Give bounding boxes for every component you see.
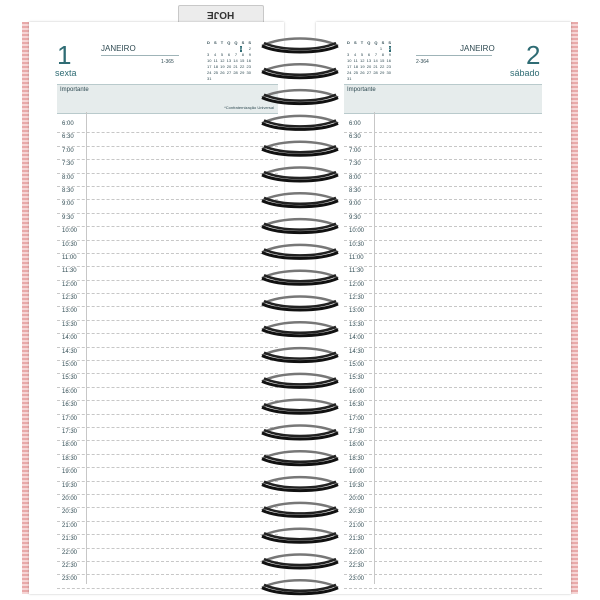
time-label: 10:30 xyxy=(62,241,78,248)
time-slot[interactable] xyxy=(57,133,278,146)
mini-calendar-day[interactable]: 25 xyxy=(353,70,359,75)
spiral-coil xyxy=(262,451,338,465)
time-label: 16:00 xyxy=(62,388,78,395)
mini-calendar-day[interactable]: 13 xyxy=(366,58,372,63)
time-slot[interactable] xyxy=(344,241,542,254)
mini-calendar xyxy=(347,40,391,82)
weekday-label: sexta xyxy=(55,68,77,78)
time-slot[interactable] xyxy=(57,281,278,294)
time-label: 23:00 xyxy=(349,576,365,583)
time-slot[interactable] xyxy=(57,575,278,588)
spiral-coil xyxy=(262,529,338,543)
important-label: Importante xyxy=(347,87,376,93)
mini-calendar-day[interactable]: 6 xyxy=(367,52,371,57)
time-label: 11:00 xyxy=(62,254,77,261)
time-slot[interactable] xyxy=(344,468,542,481)
mini-calendar-day[interactable]: 29 xyxy=(239,70,245,75)
time-slot[interactable] xyxy=(57,535,278,548)
time-label: 16:00 xyxy=(349,388,365,395)
time-label: 6:00 xyxy=(349,121,361,127)
mini-calendar-day[interactable]: 2 xyxy=(388,46,391,51)
spiral-coil xyxy=(262,39,338,53)
spiral-coil xyxy=(262,142,338,156)
spiral-coil xyxy=(262,477,338,491)
time-slot[interactable] xyxy=(57,441,278,454)
time-label: 7:30 xyxy=(62,161,74,168)
mini-calendar-day[interactable]: 26 xyxy=(360,70,365,75)
time-label: 6:30 xyxy=(62,134,74,141)
mini-calendar-day[interactable]: 26 xyxy=(220,70,225,75)
time-slot[interactable] xyxy=(57,348,278,361)
time-label: 18:00 xyxy=(349,442,365,449)
spiral-coil xyxy=(262,168,338,182)
time-slot[interactable] xyxy=(57,120,278,133)
time-slot[interactable] xyxy=(344,549,542,562)
time-label: 15:30 xyxy=(62,375,78,382)
time-label: 22:00 xyxy=(62,549,78,556)
mini-calendar-day[interactable]: 24 xyxy=(207,70,212,75)
time-label: 20:30 xyxy=(62,509,78,516)
spiral-coil xyxy=(262,400,338,414)
time-slot[interactable] xyxy=(344,428,542,441)
important-section[interactable] xyxy=(57,84,278,114)
time-slot[interactable] xyxy=(344,147,542,160)
weekday-initial: S xyxy=(241,40,245,45)
time-slot[interactable] xyxy=(57,227,278,240)
time-label: 21:30 xyxy=(62,536,78,543)
time-label: 21:30 xyxy=(349,536,365,543)
time-label: 11:30 xyxy=(349,268,364,275)
mini-calendar-day[interactable]: 11 xyxy=(213,58,218,63)
time-slot[interactable] xyxy=(57,307,278,320)
spiral-binding xyxy=(260,36,340,596)
mini-calendar-day[interactable]: 10 xyxy=(207,58,212,63)
mini-calendar-day[interactable]: 15 xyxy=(239,58,245,63)
spiral-coil xyxy=(262,90,338,104)
mini-calendar-day[interactable]: 9 xyxy=(248,52,251,57)
mini-calendar-day[interactable]: 29 xyxy=(379,70,385,75)
spiral-coil xyxy=(262,322,338,336)
time-label: 20:00 xyxy=(62,495,78,502)
time-slot[interactable] xyxy=(57,334,278,347)
time-slot[interactable] xyxy=(344,495,542,508)
time-label: 17:30 xyxy=(62,428,78,435)
time-label: 8:00 xyxy=(62,174,74,181)
right-page xyxy=(316,22,571,594)
month-label: JANEIRO xyxy=(101,44,136,53)
time-slot[interactable] xyxy=(57,549,278,562)
time-slot[interactable] xyxy=(57,468,278,481)
mini-calendar-day[interactable]: 13 xyxy=(226,58,232,63)
weekday-initial: S xyxy=(381,40,385,45)
mini-calendar-day[interactable]: 5 xyxy=(220,52,224,57)
time-label: 22:30 xyxy=(62,562,78,569)
time-slot[interactable] xyxy=(344,508,542,521)
month-rule xyxy=(416,55,492,56)
time-slot[interactable] xyxy=(344,281,542,294)
time-slot[interactable] xyxy=(344,174,542,187)
time-label: 6:30 xyxy=(349,134,361,141)
weekday-initial: Q xyxy=(227,40,231,45)
mini-calendar-day[interactable]: 3 xyxy=(347,52,350,57)
important-label: Importante xyxy=(60,87,89,93)
mini-calendar-day[interactable]: 31 xyxy=(347,76,352,81)
spiral-coil xyxy=(262,426,338,440)
mini-calendar-day[interactable]: 28 xyxy=(373,70,378,75)
time-slot[interactable] xyxy=(57,562,278,575)
time-slot[interactable] xyxy=(344,133,542,146)
time-slot[interactable] xyxy=(57,361,278,374)
time-slot[interactable] xyxy=(57,294,278,307)
day-count: 1-365 xyxy=(161,59,174,65)
time-label: 18:30 xyxy=(62,455,78,462)
mini-calendar-day[interactable]: 9 xyxy=(388,52,391,57)
mini-calendar-day[interactable]: 7 xyxy=(374,52,378,57)
time-slot[interactable] xyxy=(344,294,542,307)
time-slot[interactable] xyxy=(344,415,542,428)
time-slot[interactable] xyxy=(344,214,542,227)
mini-calendar-day[interactable]: 19 xyxy=(220,64,225,69)
mini-calendar-day[interactable]: 3 xyxy=(207,52,210,57)
time-label: 12:30 xyxy=(62,295,78,302)
time-label: 7:00 xyxy=(349,147,361,154)
today-tab-label: HOJE xyxy=(207,9,235,20)
left-page xyxy=(29,22,284,594)
time-label: 11:00 xyxy=(349,254,364,261)
time-label: 8:00 xyxy=(349,174,361,181)
weekday-initial: Q xyxy=(367,40,371,45)
time-slot[interactable] xyxy=(57,455,278,468)
mini-calendar-day[interactable]: 8 xyxy=(241,52,244,57)
time-label: 15:00 xyxy=(62,362,78,369)
time-slot[interactable] xyxy=(57,200,278,213)
time-slot[interactable] xyxy=(57,482,278,495)
spiral-coil xyxy=(262,193,338,207)
time-slot[interactable] xyxy=(344,455,542,468)
time-label: 7:30 xyxy=(349,161,361,168)
mini-calendar-day[interactable]: 20 xyxy=(226,64,232,69)
time-slot[interactable] xyxy=(344,562,542,575)
day-count: 2-364 xyxy=(416,59,429,65)
time-label: 6:00 xyxy=(62,121,74,127)
weekday-initial: S xyxy=(213,40,217,45)
mini-calendar-day[interactable]: 16 xyxy=(246,58,251,63)
time-label: 17:30 xyxy=(349,428,365,435)
time-slot[interactable] xyxy=(57,321,278,334)
spiral-coil xyxy=(262,271,338,285)
spiral-coil xyxy=(262,503,338,517)
time-slot[interactable] xyxy=(344,441,542,454)
time-slot[interactable] xyxy=(57,187,278,200)
time-label: 9:00 xyxy=(349,201,361,208)
mini-calendar-day[interactable]: 30 xyxy=(246,70,251,75)
mini-calendar-day[interactable]: 11 xyxy=(353,58,358,63)
weekday-label: sábado xyxy=(510,68,540,78)
time-slot[interactable] xyxy=(344,575,542,588)
time-slot[interactable] xyxy=(344,321,542,334)
mini-calendar-day[interactable]: 30 xyxy=(386,70,391,75)
page-edge-left xyxy=(22,22,29,594)
mini-calendar-day[interactable]: 2 xyxy=(248,46,251,51)
mini-calendar-day[interactable]: 22 xyxy=(379,64,385,69)
mini-calendar-day[interactable]: 18 xyxy=(213,64,219,69)
mini-calendar-day[interactable]: 15 xyxy=(379,58,385,63)
time-slot[interactable] xyxy=(57,495,278,508)
mini-calendar-day[interactable]: 18 xyxy=(353,64,359,69)
mini-calendar-day[interactable]: 19 xyxy=(360,64,365,69)
mini-calendar-week xyxy=(207,76,251,82)
day-number: 1 xyxy=(57,40,72,70)
time-slot[interactable] xyxy=(344,254,542,267)
time-label: 18:30 xyxy=(349,455,365,462)
mini-calendar-day[interactable]: 17 xyxy=(347,64,352,69)
time-label: 17:00 xyxy=(62,415,78,422)
schedule-list[interactable] xyxy=(57,120,278,589)
time-slot[interactable] xyxy=(57,508,278,521)
time-slot[interactable] xyxy=(57,254,278,267)
mini-calendar-day[interactable]: 1 xyxy=(379,46,383,51)
spiral-coil xyxy=(262,297,338,311)
time-slot[interactable] xyxy=(344,334,542,347)
time-label: 10:00 xyxy=(349,228,365,235)
time-label: 19:30 xyxy=(62,482,78,489)
mini-calendar-day[interactable]: 22 xyxy=(239,64,245,69)
weekday-initial: S xyxy=(248,40,251,45)
time-label: 21:00 xyxy=(62,522,78,529)
spiral-coil xyxy=(262,374,338,388)
weekday-initial: D xyxy=(347,40,350,45)
time-slot[interactable] xyxy=(344,535,542,548)
mini-calendar-day[interactable]: 5 xyxy=(360,52,364,57)
time-slot[interactable] xyxy=(57,374,278,387)
time-label: 8:30 xyxy=(62,187,74,194)
time-label: 13:00 xyxy=(349,308,365,315)
holiday-note: *Confraternização Universal xyxy=(224,105,274,110)
mini-calendar-day[interactable]: 24 xyxy=(347,70,352,75)
mini-calendar-day[interactable]: 27 xyxy=(226,70,232,75)
time-slot[interactable] xyxy=(344,361,542,374)
time-slot[interactable] xyxy=(344,348,542,361)
mini-calendar-day[interactable]: 4 xyxy=(213,52,217,57)
mini-calendar-day[interactable]: 6 xyxy=(227,52,231,57)
time-label: 10:30 xyxy=(349,241,365,248)
mini-calendar-day[interactable]: 28 xyxy=(233,70,238,75)
time-slot[interactable] xyxy=(57,160,278,173)
time-label: 15:00 xyxy=(349,362,365,369)
time-label: 8:30 xyxy=(349,187,361,194)
time-slot[interactable] xyxy=(344,200,542,213)
mini-calendar-day[interactable]: 25 xyxy=(213,70,219,75)
time-label: 22:00 xyxy=(349,549,365,556)
time-slot[interactable] xyxy=(57,241,278,254)
time-label: 16:30 xyxy=(349,402,365,409)
time-label: 20:00 xyxy=(349,495,365,502)
time-slot[interactable] xyxy=(344,482,542,495)
time-slot[interactable] xyxy=(344,374,542,387)
mini-calendar-day[interactable]: 27 xyxy=(366,70,372,75)
time-label: 23:00 xyxy=(62,576,78,583)
time-slot[interactable] xyxy=(57,174,278,187)
time-label: 18:00 xyxy=(62,442,78,449)
time-label: 16:30 xyxy=(62,402,78,409)
time-label: 9:30 xyxy=(349,214,361,221)
time-label: 12:00 xyxy=(349,281,365,288)
mini-calendar-day[interactable]: 8 xyxy=(381,52,384,57)
mini-calendar-week xyxy=(347,76,391,82)
time-label: 19:00 xyxy=(62,469,78,476)
mini-calendar-day[interactable]: 21 xyxy=(373,64,378,69)
mini-calendar-day[interactable]: 17 xyxy=(207,64,212,69)
mini-calendar-day[interactable]: 23 xyxy=(246,64,251,69)
time-label: 14:00 xyxy=(62,335,78,342)
time-slot[interactable] xyxy=(57,428,278,441)
day-number: 2 xyxy=(526,40,541,70)
mini-calendar-day[interactable]: 31 xyxy=(207,76,212,81)
time-slot[interactable] xyxy=(57,522,278,535)
time-label: 13:00 xyxy=(62,308,78,315)
month-rule xyxy=(101,55,179,56)
time-label: 14:30 xyxy=(349,348,365,355)
mini-calendar-day[interactable]: 20 xyxy=(366,64,372,69)
weekday-initial: S xyxy=(353,40,357,45)
time-label: 10:00 xyxy=(62,228,78,235)
spiral-coil xyxy=(262,64,338,78)
time-label: 7:00 xyxy=(62,147,74,154)
time-label: 14:00 xyxy=(349,335,365,342)
time-slot[interactable] xyxy=(344,187,542,200)
mini-calendar-day[interactable]: 14 xyxy=(373,58,378,63)
mini-calendar-day[interactable]: 7 xyxy=(234,52,238,57)
time-label: 22:30 xyxy=(349,562,365,569)
weekday-initial: T xyxy=(360,40,364,45)
time-slot[interactable] xyxy=(57,401,278,414)
mini-calendar-day[interactable]: 4 xyxy=(353,52,357,57)
time-label: 19:00 xyxy=(349,469,365,476)
time-label: 15:30 xyxy=(349,375,365,382)
time-slot[interactable] xyxy=(57,267,278,280)
mini-calendar-day[interactable]: 23 xyxy=(386,64,391,69)
mini-calendar-day[interactable]: 12 xyxy=(219,58,225,63)
weekday-initial: D xyxy=(207,40,210,45)
weekday-initial: Q xyxy=(234,40,238,45)
spiral-coil xyxy=(262,348,338,362)
time-slot[interactable] xyxy=(344,120,542,133)
mini-calendar-day[interactable]: 16 xyxy=(386,58,391,63)
time-label: 13:30 xyxy=(349,321,365,328)
time-slot[interactable] xyxy=(344,388,542,401)
time-slot[interactable] xyxy=(57,147,278,160)
time-label: 9:30 xyxy=(62,214,74,221)
weekday-initial: Q xyxy=(374,40,378,45)
time-label: 9:00 xyxy=(62,201,74,208)
time-label: 17:00 xyxy=(349,415,365,422)
time-slot[interactable] xyxy=(57,415,278,428)
time-label: 13:30 xyxy=(62,321,78,328)
time-slot[interactable] xyxy=(344,401,542,414)
page-edge-right xyxy=(571,22,578,594)
time-slot[interactable] xyxy=(57,214,278,227)
mini-calendar-day[interactable]: 1 xyxy=(239,46,243,51)
time-label: 20:30 xyxy=(349,509,365,516)
weekday-initial: T xyxy=(220,40,224,45)
time-slot[interactable] xyxy=(344,522,542,535)
time-label: 11:30 xyxy=(62,268,77,275)
time-slot[interactable] xyxy=(57,388,278,401)
time-label: 21:00 xyxy=(349,522,365,529)
time-label: 12:00 xyxy=(62,281,78,288)
mini-calendar-day[interactable]: 12 xyxy=(359,58,365,63)
weekday-initial: S xyxy=(388,40,391,45)
time-label: 19:30 xyxy=(349,482,365,489)
time-slot[interactable] xyxy=(344,307,542,320)
spiral-coil xyxy=(262,219,338,233)
time-slot[interactable] xyxy=(344,267,542,280)
mini-calendar xyxy=(207,40,251,82)
spiral-coil xyxy=(262,245,338,259)
spiral-coil xyxy=(262,555,338,569)
time-label: 12:30 xyxy=(349,295,365,302)
schedule-list[interactable] xyxy=(344,120,542,589)
mini-calendar-day[interactable]: 14 xyxy=(233,58,238,63)
important-section[interactable] xyxy=(344,84,542,114)
time-slot[interactable] xyxy=(344,160,542,173)
time-label: 14:30 xyxy=(62,348,78,355)
mini-calendar-day[interactable]: 21 xyxy=(233,64,238,69)
time-slot[interactable] xyxy=(344,227,542,240)
mini-calendar-day[interactable]: 10 xyxy=(347,58,352,63)
spiral-coil xyxy=(262,580,338,594)
month-label: JANEIRO xyxy=(460,44,495,53)
today-tab[interactable] xyxy=(178,5,264,23)
spiral-coil xyxy=(262,116,338,129)
